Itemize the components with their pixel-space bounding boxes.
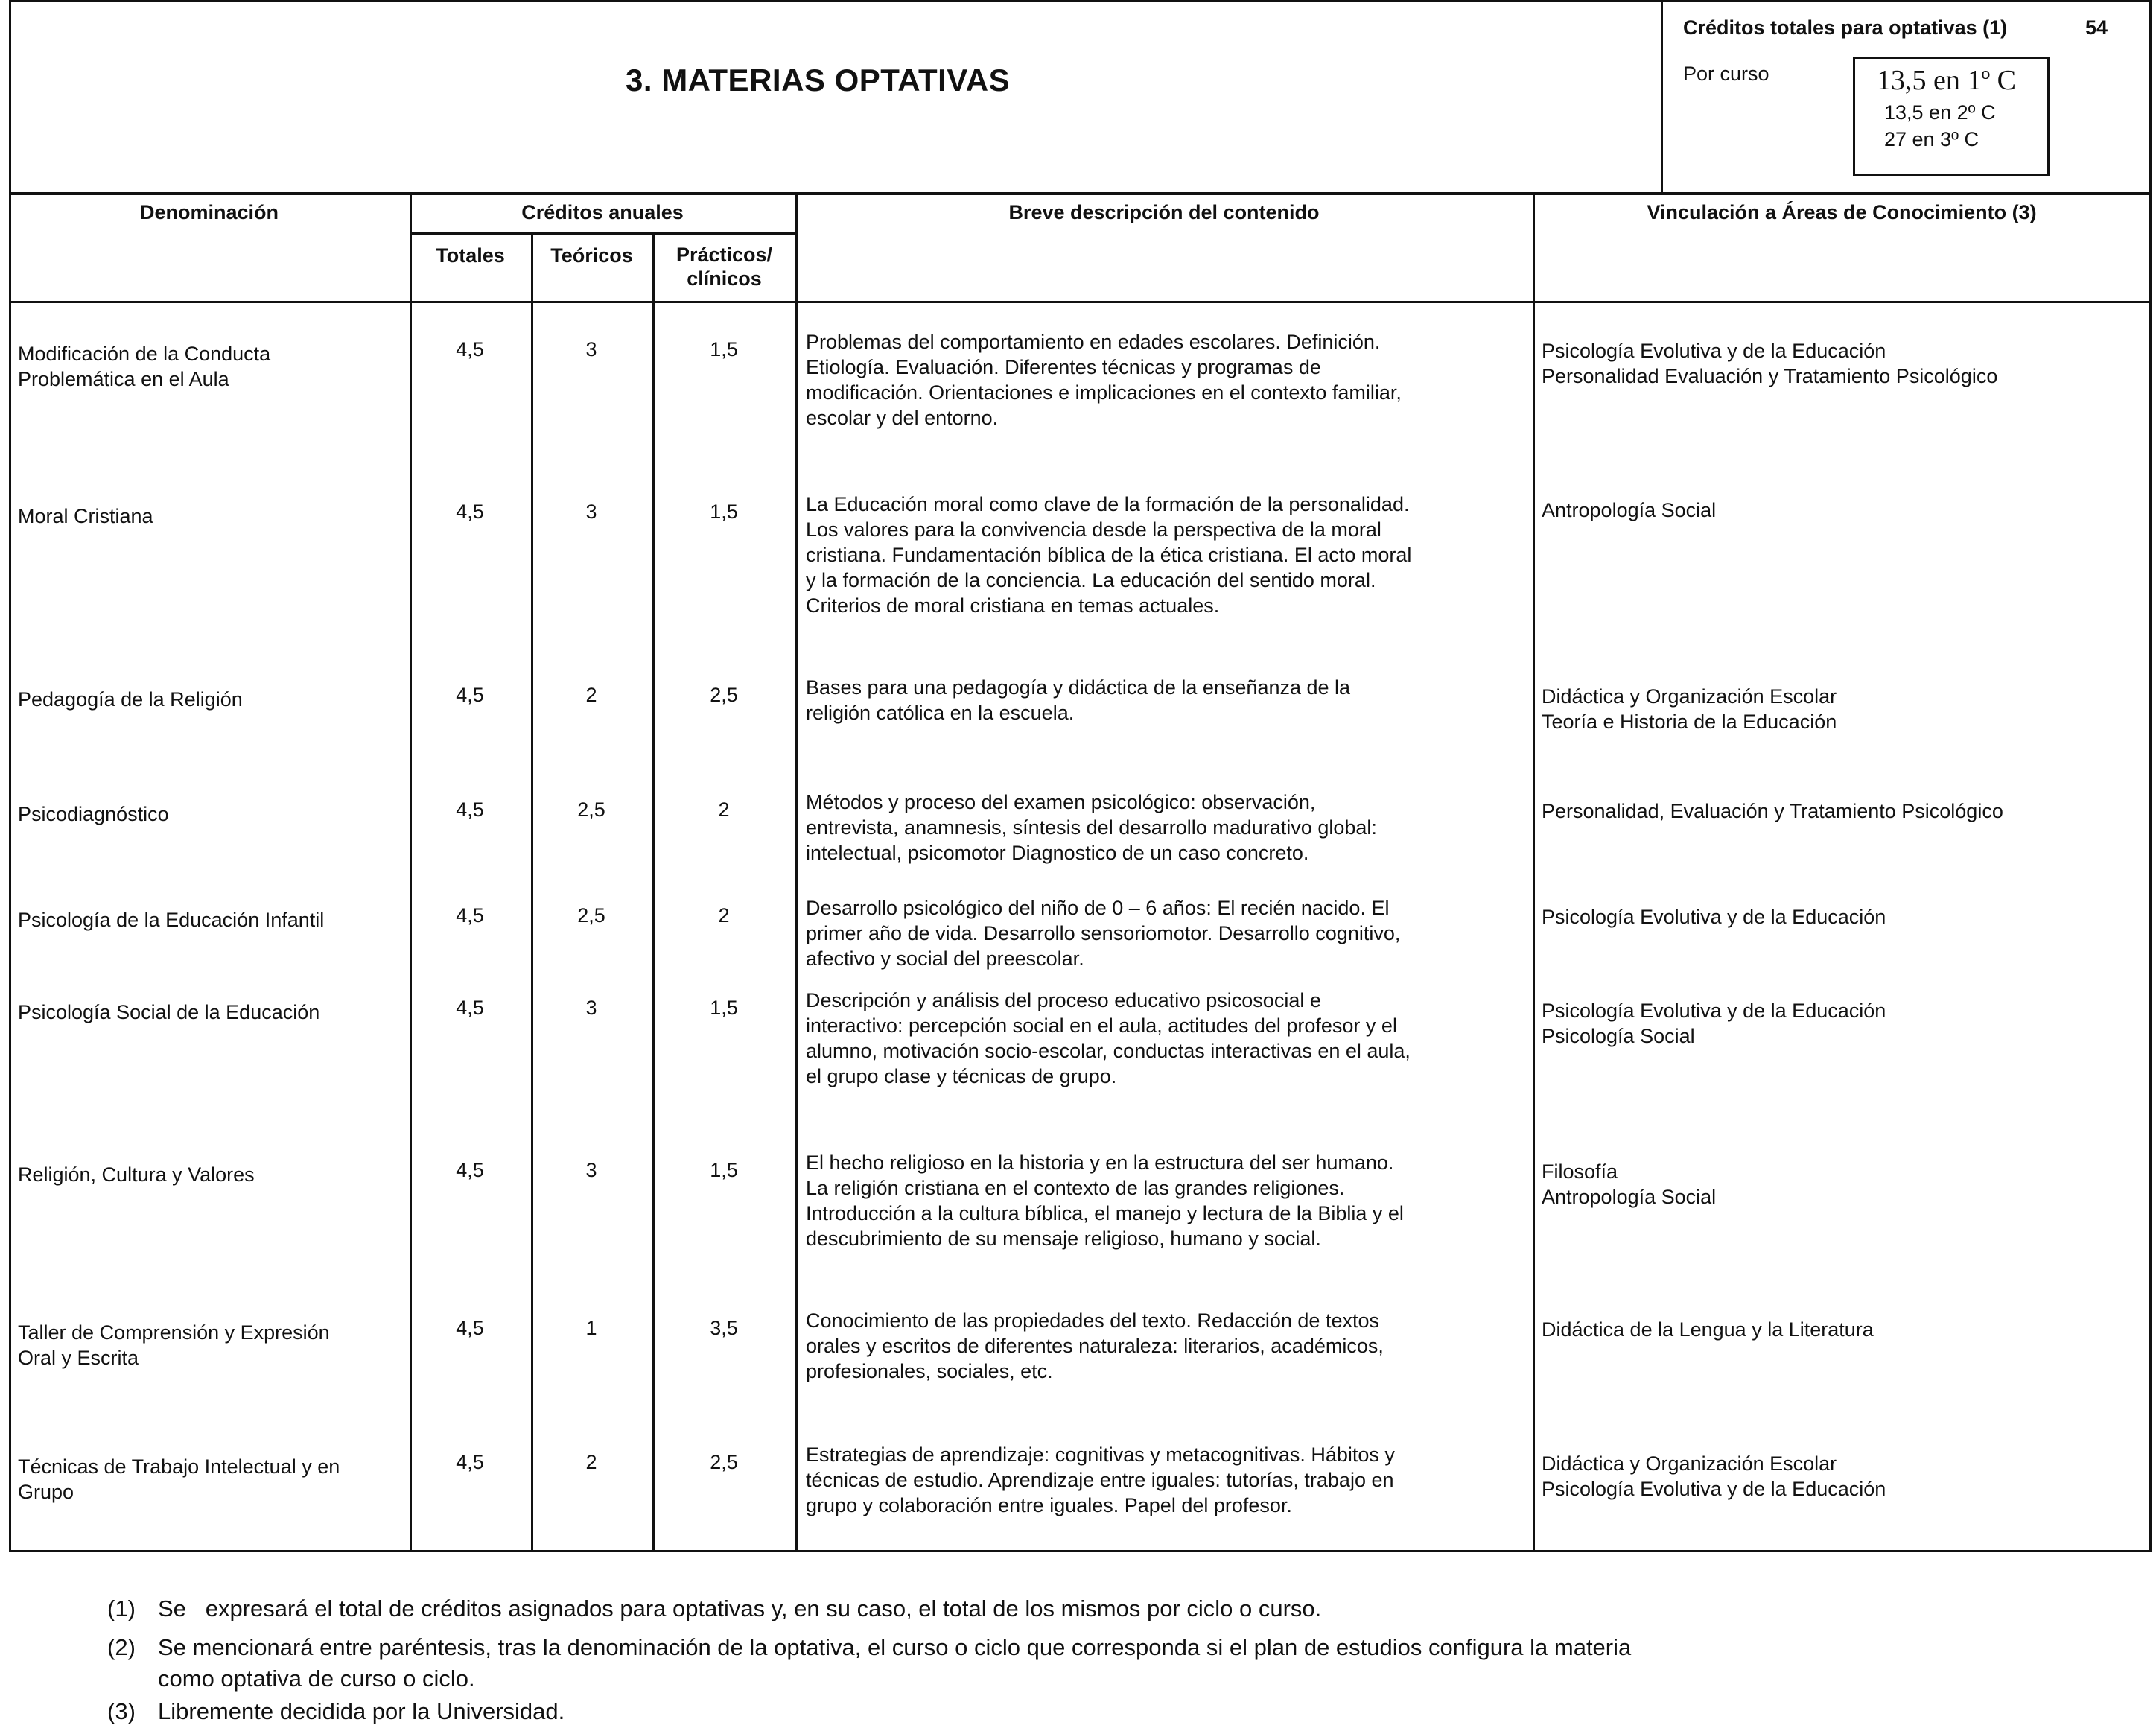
row-description: Métodos y proceso del examen psicológico: observación, [806,791,1316,813]
row-description: Introducción a la cultura bíblica, el manejo y lectura de la Biblia y el [806,1202,1404,1224]
row-name: Taller de Comprensión y Expresión [18,1321,330,1344]
footnote-mark: (1) [107,1595,136,1621]
row-description: y la formación de la conciencia. La educación del sentido moral. [806,569,1376,591]
row-description: Desarrollo psicológico del niño de 0 – 6 años: El recién nacido. El [806,897,1390,919]
row-area: Psicología Evolutiva y de la Educación [1542,906,1886,928]
row-totales: 4,5 [456,338,484,360]
row-area: Didáctica y Organización Escolar [1542,1452,1837,1475]
row-area: Didáctica y Organización Escolar [1542,685,1837,708]
row-area: Psicología Evolutiva y de la Educación [1542,1000,1886,1022]
row-description: Descripción y análisis del proceso educativo psicosocial e [806,989,1321,1011]
row-description: Estrategias de aprendizaje: cognitivas y metacognitivas. Hábitos y [806,1443,1395,1466]
col-line-5 [1533,192,1535,1552]
col-denominacion: Denominación [139,201,279,223]
row-name: Modificación de la Conducta [18,343,271,365]
row-practicos: 2 [718,798,730,821]
row-area: Psicología Evolutiva y de la Educación [1542,1478,1886,1500]
row-description: descubrimiento de su mensaje religioso, humano y social. [806,1227,1321,1250]
row-totales: 4,5 [456,501,484,523]
row-description: La religión cristiana en el contexto de las grandes religiones. [806,1177,1345,1199]
row-description: La Educación moral como clave de la formación de la personalidad. [806,493,1410,515]
row-teoricos: 1 [585,1317,597,1339]
row-teoricos: 3 [585,501,597,523]
row-practicos: 1,5 [710,1159,738,1181]
total-credits-value: 54 [2085,16,2108,39]
row-totales: 4,5 [456,1451,484,1473]
row-description: entrevista, anamnesis, síntesis del desarrollo madurativo global: [806,816,1377,839]
row-area: Psicología Evolutiva y de la Educación [1542,340,1886,362]
header-divider [1661,0,1663,195]
col-line-1 [410,192,412,1552]
col-totales: Totales [436,244,505,267]
row-description: Conocimiento de las propiedades del texto. Redacción de textos [806,1309,1379,1332]
row-totales: 4,5 [456,997,484,1019]
row-totales: 4,5 [456,684,484,706]
row-description: religión católica en la escuela. [806,702,1075,724]
row-description: alumno, motivación socio-escolar, conductas interactivas en el aula, [806,1040,1411,1062]
row-name: Grupo [18,1481,74,1503]
por-curso-label: Por curso [1683,63,1769,85]
col-line-3 [652,232,655,1552]
creditos-sub-line [410,232,795,235]
col-vinculacion: Vinculación a Áreas de Conocimiento (3) [1647,201,2037,223]
row-practicos: 2,5 [710,1451,738,1473]
row-description: el grupo clase y técnicas de grupo. [806,1065,1117,1087]
col-teoricos: Teóricos [550,244,633,267]
row-totales: 4,5 [456,798,484,821]
row-description: Etiología. Evaluación. Diferentes técnicas y programas de [806,356,1321,378]
row-area: Psicología Social [1542,1025,1695,1047]
row-teoricos: 3 [585,1159,597,1181]
row-description: El hecho religioso en la historia y en la estructura del ser humano. [806,1152,1394,1174]
row-description: Los valores para la convivencia desde la perspectiva de la moral [806,518,1381,541]
table-header-bottom [9,301,2152,303]
footnote-text: Se expresará el total de créditos asignados para optativas y, en su caso, el total de los mismos por ciclo o curso. [158,1595,1322,1621]
row-totales: 4,5 [456,1159,484,1181]
row-practicos: 3,5 [710,1317,738,1339]
row-area: Filosofía [1542,1160,1618,1183]
row-practicos: 1,5 [710,338,738,360]
row-teoricos: 3 [585,338,597,360]
row-name: Psicología Social de la Educación [18,1001,320,1023]
row-description: Bases para una pedagogía y didáctica de la enseñanza de la [806,676,1351,699]
col-line-2 [531,232,533,1552]
footnote-text: Se mencionará entre paréntesis, tras la denominación de la optativa, el curso o ciclo que corresponda si el plan de estudios configura la materia [158,1634,1632,1660]
row-totales: 4,5 [456,1317,484,1339]
row-description: Problemas del comportamiento en edades escolares. Definición. [806,331,1381,353]
row-description: primer año de vida. Desarrollo sensoriomotor. Desarrollo cognitivo, [806,922,1401,944]
por-curso-2: 13,5 en 2º C [1884,101,1996,124]
row-description: interactivo: percepción social en el aula, actitudes del profesor y el [806,1014,1397,1037]
total-credits-label: Créditos totales para optativas (1) [1683,16,2008,39]
row-name: Religión, Cultura y Valores [18,1163,255,1186]
row-name: Técnicas de Trabajo Intelectual y en [18,1455,340,1478]
row-name: Problemática en el Aula [18,368,229,390]
footnote-text: Libremente decidida por la Universidad. [158,1698,565,1724]
row-description: escolar y del entorno. [806,407,999,429]
col-practicos: Prácticos/ clínicos [675,244,773,290]
row-area: Personalidad, Evaluación y Tratamiento Psicológico [1542,800,2003,822]
row-area: Personalidad Evaluación y Tratamiento Psicológico [1542,365,1998,387]
por-curso-1: 13,5 en 1º C [1877,65,2016,96]
row-description: afectivo y social del preescolar. [806,947,1084,970]
row-area: Didáctica de la Lengua y la Literatura [1542,1318,1874,1341]
footnote-mark: (3) [107,1698,136,1724]
row-teoricos: 2 [585,684,597,706]
footnote-text: como optativa de curso o ciclo. [158,1665,475,1692]
row-description: intelectual, psicomotor Diagnostico de un caso concreto. [806,842,1309,864]
row-area: Antropología Social [1542,499,1717,521]
row-description: técnicas de estudio. Aprendizaje entre iguales: tutorías, trabajo en [806,1469,1394,1491]
row-practicos: 1,5 [710,501,738,523]
row-area: Antropología Social [1542,1186,1717,1208]
row-description: grupo y colaboración entre iguales. Papel del profesor. [806,1494,1292,1516]
row-description: Criterios de moral cristiana en temas actuales. [806,594,1220,617]
col-descripcion: Breve descripción del contenido [1008,201,1320,223]
row-practicos: 2,5 [710,684,738,706]
row-description: orales y escritos de diferentes naturaleza: literarios, académicos, [806,1335,1384,1357]
footnote-mark: (2) [107,1634,136,1660]
page-title: 3. MATERIAS OPTATIVAS [626,63,1011,98]
row-practicos: 1,5 [710,997,738,1019]
row-teoricos: 2,5 [577,904,605,927]
row-totales: 4,5 [456,904,484,927]
col-line-4 [795,192,798,1552]
row-description: modificación. Orientaciones e implicaciones en el contexto familiar, [806,381,1402,404]
row-name: Pedagogía de la Religión [18,688,243,711]
row-area: Teoría e Historia de la Educación [1542,711,1837,733]
row-name: Oral y Escrita [18,1347,139,1369]
row-teoricos: 2,5 [577,798,605,821]
row-description: profesionales, sociales, etc. [806,1360,1053,1382]
por-curso-3: 27 en 3º C [1884,128,1979,150]
row-description: cristiana. Fundamentación bíblica de la ética cristiana. El acto moral [806,544,1412,566]
row-name: Psicología de la Educación Infantil [18,909,325,931]
row-name: Moral Cristiana [18,505,153,527]
row-name: Psicodiagnóstico [18,803,169,825]
row-practicos: 2 [718,904,730,927]
row-teoricos: 3 [585,997,597,1019]
col-creditos-anuales: Créditos anuales [521,201,684,223]
row-teoricos: 2 [585,1451,597,1473]
